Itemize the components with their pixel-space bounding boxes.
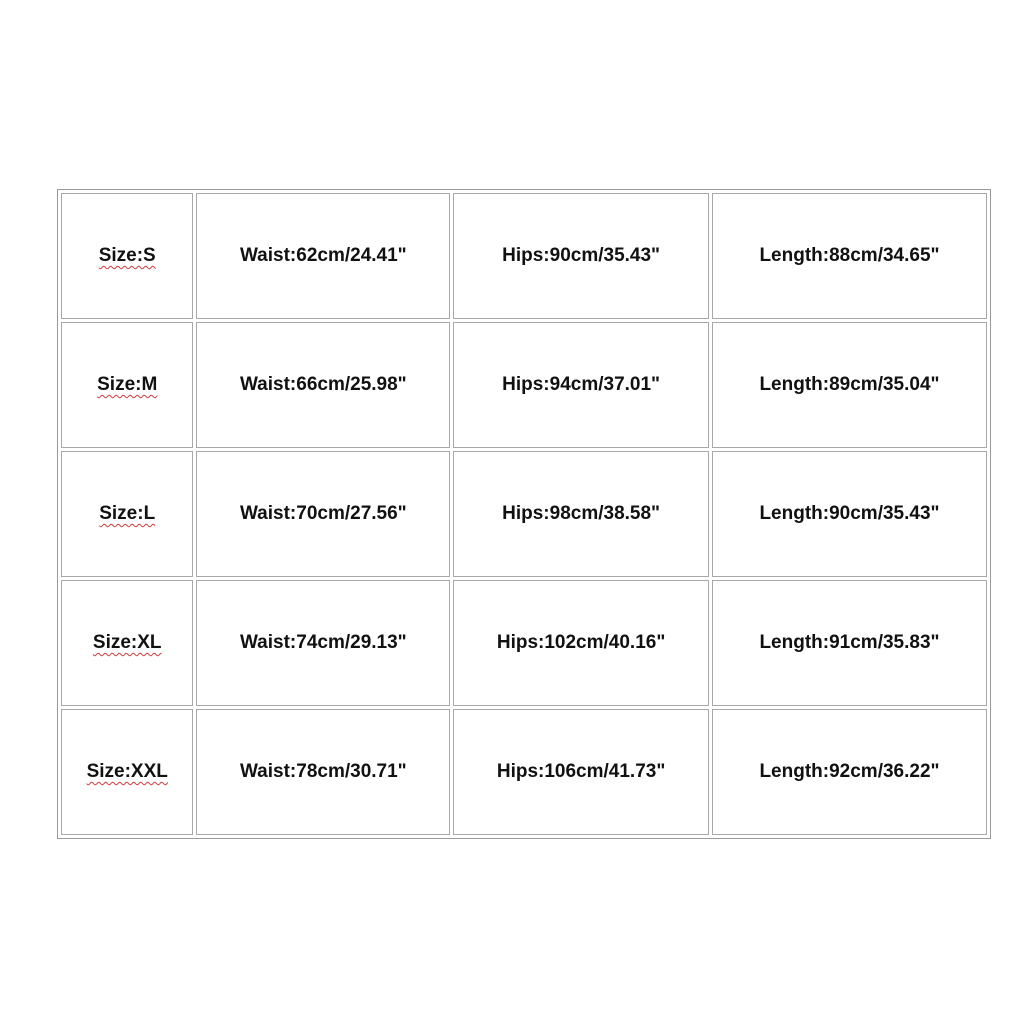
table-row (61, 451, 987, 577)
table-row (61, 322, 987, 448)
table-row (61, 709, 987, 835)
hips-cell: Hips:102cm/40.16" (453, 580, 709, 706)
waist-cell: Waist:78cm/30.71" (196, 709, 450, 835)
waist-cell: Waist:62cm/24.41" (196, 193, 450, 319)
size-cell (61, 580, 193, 706)
size-cell (61, 451, 193, 577)
size-chart-table (57, 189, 991, 839)
size-label: Size:M (97, 374, 158, 395)
length-cell: Length:89cm/35.04" (712, 322, 987, 448)
size-cell (61, 193, 193, 319)
size-label: Size:XL (92, 632, 162, 653)
length-cell: Length:90cm/35.43" (712, 451, 987, 577)
size-cell (61, 322, 193, 448)
length-cell: Length:88cm/34.65" (712, 193, 987, 319)
table-row (61, 193, 987, 319)
size-label: Size:L (99, 503, 156, 524)
hips-cell: Hips:98cm/38.58" (453, 451, 709, 577)
size-cell (61, 709, 193, 835)
waist-cell: Waist:74cm/29.13" (196, 580, 450, 706)
size-label: Size:XXL (86, 761, 168, 782)
table-row (61, 580, 987, 706)
waist-cell: Waist:70cm/27.56" (196, 451, 450, 577)
hips-cell: Hips:106cm/41.73" (453, 709, 709, 835)
hips-cell: Hips:90cm/35.43" (453, 193, 709, 319)
length-cell: Length:92cm/36.22" (712, 709, 987, 835)
hips-cell: Hips:94cm/37.01" (453, 322, 709, 448)
size-label: Size:S (98, 245, 156, 266)
waist-cell: Waist:66cm/25.98" (196, 322, 450, 448)
length-cell: Length:91cm/35.83" (712, 580, 987, 706)
